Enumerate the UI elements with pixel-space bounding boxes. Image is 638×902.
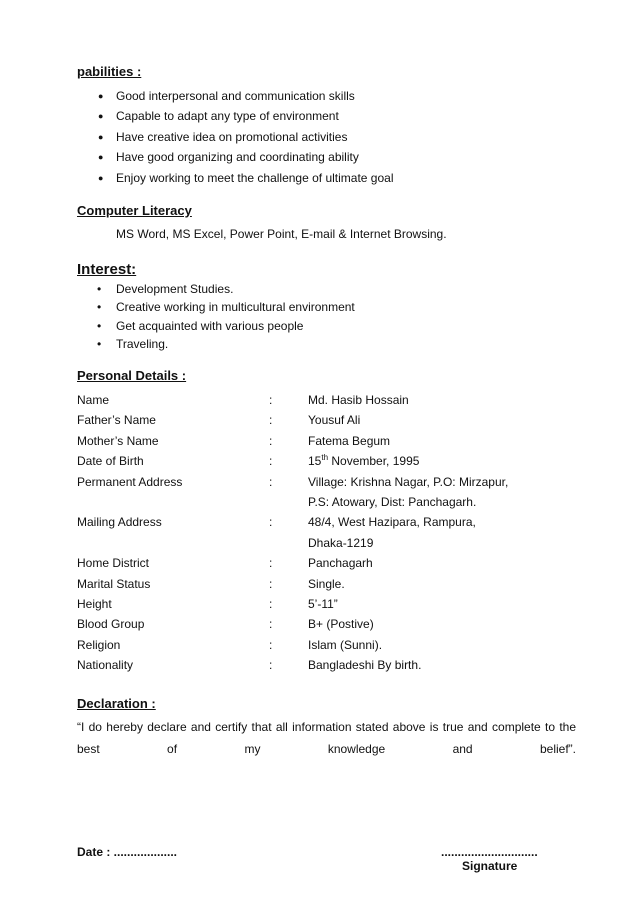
interest-heading: Interest: bbox=[77, 261, 137, 278]
personal-details-table bbox=[77, 390, 588, 676]
list-item: ● Have good organizing and coordinating ability bbox=[77, 147, 394, 167]
date-line: Date : ................... bbox=[77, 845, 178, 859]
declaration-text: “I do hereby declare and certify that all information stated above is true and complete to the best of my knowledge and belief”. bbox=[77, 720, 576, 756]
signature-label: Signature bbox=[462, 859, 518, 873]
capabilities-heading: pabilities : bbox=[77, 64, 142, 79]
list-item: ● Enjoy working to meet the challenge of ultimate goal bbox=[77, 168, 394, 188]
list-item: • Development Studies. bbox=[77, 280, 355, 298]
bullet-icon: • bbox=[97, 300, 102, 315]
bullet-icon: • bbox=[97, 282, 102, 296]
date-of-birth-value: 15th November, 1995 bbox=[308, 453, 420, 469]
table-row: Name : Md. Hasib Hossain bbox=[77, 393, 409, 407]
bullet-icon: • bbox=[97, 318, 102, 333]
table-row: Marital Status : Single. bbox=[77, 576, 345, 591]
personal-details-heading: Personal Details : bbox=[77, 368, 187, 383]
bullet-icon: ● bbox=[98, 152, 104, 163]
table-row: Father’s Name : Yousuf Ali bbox=[77, 413, 361, 428]
bullet-icon: ● bbox=[98, 111, 104, 122]
list-item: ● Capable to adapt any type of environment bbox=[77, 106, 394, 126]
bullet-icon: • bbox=[97, 336, 102, 351]
capabilities-list bbox=[77, 86, 394, 188]
table-row: Home District : Panchagarh bbox=[77, 556, 373, 571]
table-row: P.S: Atowary, Dist: Panchagarh. bbox=[308, 495, 477, 510]
declaration-heading: Declaration : bbox=[77, 696, 156, 711]
list-item: ● Have creative idea on promotional activities bbox=[77, 127, 394, 147]
bullet-icon: ● bbox=[98, 172, 104, 183]
table-row: Nationality : Bangladeshi By birth. bbox=[77, 658, 422, 673]
table-row: Mother’s Name : Fatema Begum bbox=[77, 433, 391, 448]
table-row: Date of Birth : 15th November, 1995 bbox=[77, 451, 588, 471]
table-row: Religion : Islam (Sunni). bbox=[77, 637, 383, 652]
bullet-icon: ● bbox=[98, 131, 104, 142]
signature-line: ............................. bbox=[441, 845, 538, 859]
list-item: • Creative working in multicultural environment bbox=[77, 298, 355, 316]
list-item: • Traveling. bbox=[77, 335, 355, 353]
table-row: Height : 5’-11” bbox=[77, 597, 338, 612]
table-row: Mailing Address : 48/4, West Hazipara, Rampura, bbox=[77, 515, 476, 530]
list-item: • Get acquainted with various people bbox=[77, 317, 355, 335]
table-row: Dhaka-1219 bbox=[308, 535, 374, 550]
computer-literacy-text: MS Word, MS Excel, Power Point, E-mail & Internet Browsing. bbox=[116, 227, 447, 241]
table-row: Permanent Address : Village: Krishna Nagar, P.O: Mirzapur, bbox=[77, 474, 509, 489]
computer-literacy-heading: Computer Literacy bbox=[77, 203, 192, 218]
bullet-icon: ● bbox=[98, 91, 104, 101]
interest-list bbox=[77, 280, 355, 353]
table-row: Blood Group : B+ (Postive) bbox=[77, 617, 374, 632]
list-item: ● Good interpersonal and communication skills bbox=[77, 86, 394, 106]
